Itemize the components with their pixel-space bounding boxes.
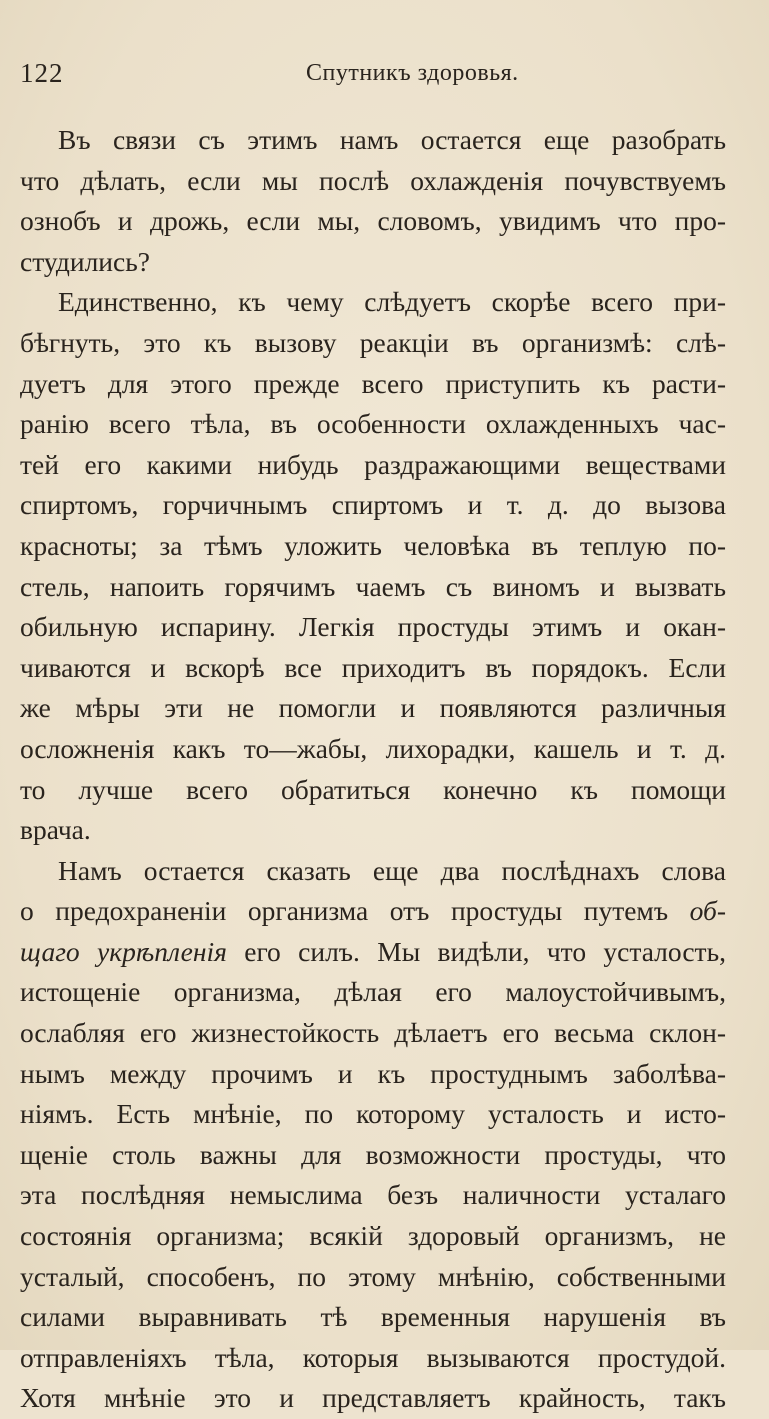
text-line: то лучше всего обратиться конечно къ помощи: [20, 773, 726, 805]
text-line-mixed: [20, 932, 726, 973]
text-span: о предохраненіи организма отъ простуды путемъ: [20, 895, 690, 927]
text-line: студились?: [20, 245, 150, 277]
text-line: ранію всего тѣла, въ особенности охлажденныхъ час-: [20, 408, 726, 440]
text-line: что дѣлать, если мы послѣ охлажденія почувствуемъ: [20, 164, 726, 196]
text-line: красноты; за тѣмъ уложить человѣка въ теплую по-: [20, 529, 726, 561]
text-line: Намъ остается сказать еще два послѣднахъ слова: [58, 854, 726, 886]
text-line: нымъ между прочимъ и къ простуднымъ заболѣва-: [20, 1057, 726, 1089]
text-line-mixed: [20, 891, 726, 932]
text-line: врача.: [20, 814, 91, 846]
page-number: 122: [20, 58, 64, 88]
text-line: ослабляя его жизнестойкость дѣлаетъ его весьма склон-: [20, 1017, 726, 1049]
text-line: обильную испарину. Легкія простуды этимъ и окан-: [20, 611, 726, 643]
text-line: состоянія организма; всякій здоровый организмъ, не: [20, 1220, 726, 1252]
text-line: чиваются и вскорѣ все приходитъ въ порядокъ. Если: [20, 651, 726, 683]
text-line: щеніе столь важны для возможности простуды, что: [20, 1138, 726, 1170]
text-line: бѣгнуть, это къ вызову реакціи въ организмѣ: слѣ-: [20, 326, 726, 358]
text-line: тей его какими нибудь раздражающими веществами: [20, 448, 726, 480]
text-line: ознобъ и дрожь, если мы, словомъ, увидимъ что про-: [20, 205, 726, 237]
running-title: Спутникъ здоровья.: [306, 60, 519, 86]
text-line: Единственно, къ чему слѣдуетъ скорѣе всего при-: [58, 286, 726, 318]
text-line: Хотя мнѣніе это и представляетъ крайность, такъ: [20, 1382, 726, 1414]
text-line: силами выравнивать тѣ временныя нарушенія въ: [20, 1301, 726, 1333]
text-line: эта послѣдняя немыслима безъ наличности усталаго: [20, 1179, 726, 1211]
text-line: Въ связи съ этимъ намъ остается еще разобрать: [58, 124, 726, 155]
italic-span: щаго укрѣпленія: [20, 935, 227, 967]
text-line: дуетъ для этого прежде всего приступить къ расти-: [20, 367, 726, 399]
text-span: его силъ. Мы видѣли, что усталость,: [226, 935, 726, 967]
text-line: же мѣры эти не помогли и появляются различныя: [20, 692, 726, 724]
italic-span: об-: [689, 895, 726, 927]
text-line: истощеніе организма, дѣлая его малоустойчивымъ,: [20, 976, 726, 1008]
text-line: ніямъ. Есть мнѣніе, по которому усталость и исто-: [20, 1098, 726, 1130]
body-text: [20, 120, 726, 1419]
text-line: спиртомъ, горчичнымъ спиртомъ и т. д. до вызова: [20, 489, 726, 521]
text-line: отправленіяхъ тѣла, которыя вызываются простудой.: [20, 1341, 726, 1373]
text-line: стель, напоить горячимъ чаемъ съ виномъ и вызвать: [20, 570, 726, 602]
page-header: [20, 58, 730, 98]
text-line: осложненія какъ то—жабы, лихорадки, кашель и т. д.: [20, 732, 726, 764]
text-line: усталый, способенъ, по этому мнѣнію, собственными: [20, 1260, 726, 1292]
